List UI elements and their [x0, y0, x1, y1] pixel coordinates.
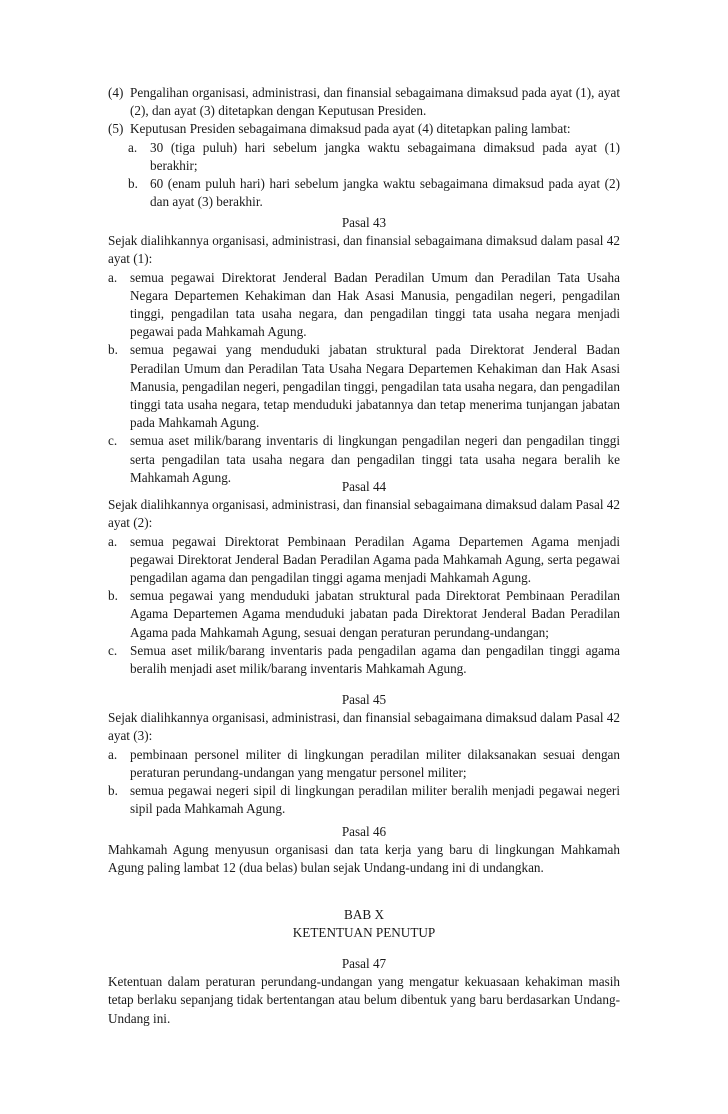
item-label: a.: [108, 533, 118, 549]
pasal-45-section: [108, 691, 620, 818]
item-text: Semua aset milik/barang inventaris pada pengadilan agama dan pengadilan tinggi agama beralih menjadi aset milik/barang inventaris Mahkamah Agung.: [130, 642, 620, 677]
list-item: [108, 120, 620, 138]
item-text: Keputusan Presiden sebagaimana dimaksud pada ayat (4) ditetapkan paling lambat:: [130, 121, 571, 137]
item-text: semua pegawai yang menduduki jabatan struktural pada Direktorat Pembinaan Peradilan Agama Departemen Agama menduduki jabatan pada Direktorat Jenderal Badan Peradilan Agama pada Mahkamah Agung, sesuai dengan peraturan perundang-undangan;: [130, 588, 620, 640]
article-title: Pasal 45: [341, 692, 387, 707]
item-text: 30 (tiga puluh) hari sebelum jangka waktu sebagaimana dimaksud pada ayat (1) berakhir;: [150, 139, 620, 173]
item-text: 60 (enam puluh hari) hari sebelum jangka waktu sebagaimana dimaksud pada ayat (2) dan ayat (3) berakhir.: [150, 176, 620, 210]
article-lead: Sejak dialihkannya organisasi, administrasi, dan finansial sebagaimana dimaksud dalam Pasal 42 ayat (2):: [108, 497, 620, 531]
pasal-44-section: [108, 478, 620, 678]
list-item: [108, 84, 620, 120]
item-text: semua pegawai negeri sipil di lingkungan peradilan militer beralih menjadi pegawai negeri sipil pada Mahkamah Agung.: [130, 783, 620, 817]
article-title: Pasal 44: [341, 479, 387, 494]
list-item: [108, 782, 620, 818]
item-text: semua pegawai yang menduduki jabatan struktural pada Direktorat Jenderal Badan Peradilan Umum dan Peradilan Tata Usaha Negara Departemen Kehakiman dan Hak Asasi Manusia, pengadilan negeri, pengadilan tinggi, pengadilan tata usaha negara, dan pengadilan tinggi tata usaha negara, tetap menduduki jabatannya dan tetap menerima tunjangan jabatan pada Mahkamah Agung.: [130, 342, 620, 431]
item-label: b.: [108, 588, 118, 604]
article-text: Ketentuan dalam peraturan perundang-undangan yang mengatur kekuasaan kehakiman masih tetap berlaku sepanjang tidak bertentangan atau belum dibentuk yang baru berdasarkan Undang-Undang ini.: [108, 974, 620, 1026]
chapter-title: KETENTUAN PENUTUP: [292, 925, 436, 941]
item-label: b.: [108, 342, 118, 358]
intro-section: [108, 84, 620, 211]
list-item: [108, 533, 620, 588]
chapter-number: BAB X: [344, 907, 384, 922]
list-item: [108, 746, 620, 782]
item-label: c.: [108, 642, 118, 658]
list-item: [108, 269, 620, 342]
pasal-46-section: [108, 823, 620, 878]
pasal-43-section: [108, 214, 620, 487]
sub-list-item: [108, 139, 620, 175]
list-item: [108, 587, 620, 642]
item-text: semua pegawai Direktorat Jenderal Badan Peradilan Umum dan Peradilan Tata Usaha Negara Departemen Kehakiman dan Hak Asasi Manusia, pengadilan negeri, pengadilan tinggi, pengadilan tata usaha negara, dan pengadilan tinggi tata usaha negara menjadi pegawai pada Mahkamah Agung.: [130, 269, 620, 340]
article-title: Pasal 46: [341, 824, 387, 839]
item-label: (4): [108, 85, 124, 100]
item-label: c.: [108, 433, 118, 449]
item-text: semua aset milik/barang inventaris di lingkungan pengadilan negeri dan pengadilan tinggi serta pengadilan tata usaha negara dan pengadilan tinggi tata usaha negara beralih ke Mahkamah Agung.: [130, 433, 620, 485]
article-text: Mahkamah Agung menyusun organisasi dan tata kerja yang baru di lingkungan Mahkamah Agung paling lambat 12 (dua belas) bulan sejak Undang-undang ini di undangkan.: [108, 842, 620, 876]
item-text: semua pegawai Direktorat Pembinaan Peradilan Agama Departemen Agama menjadi pegawai Direktorat Jenderal Badan Peradilan Agama pada Mahkamah Agung, serta pegawai pengadilan agama dan pengadilan tinggi agama menjadi Mahkamah Agung.: [130, 533, 620, 586]
item-label: b.: [108, 783, 118, 799]
item-text: Pengalihan organisasi, administrasi, dan finansial sebagaimana dimaksud pada ayat (1), ayat (2), dan ayat (3) ditetapkan dengan Keputusan Presiden.: [130, 85, 620, 119]
list-item: [108, 341, 620, 432]
article-title: Pasal 47: [341, 956, 387, 971]
article-lead: Sejak dialihkannya organisasi, administrasi, dan finansial sebagaimana dimaksud dalam pasal 42 ayat (1):: [108, 233, 620, 267]
item-label: b.: [128, 176, 138, 192]
item-text: pembinaan personel militer di lingkungan peradilan militer dilaksanakan sesuai dengan peraturan perundang-undangan yang mengatur personel militer;: [130, 746, 620, 780]
pasal-47-section: [108, 955, 620, 1028]
list-item: [108, 642, 620, 678]
article-title: Pasal 43: [341, 215, 387, 230]
item-label: a.: [128, 139, 138, 155]
item-label: a.: [108, 746, 118, 762]
item-label: (5): [108, 121, 124, 137]
sub-list-item: [108, 175, 620, 211]
chapter-heading: [108, 906, 620, 942]
article-lead: Sejak dialihkannya organisasi, administrasi, dan finansial sebagaimana dimaksud dalam Pasal 42 ayat (3):: [108, 710, 620, 744]
item-label: a.: [108, 269, 118, 285]
